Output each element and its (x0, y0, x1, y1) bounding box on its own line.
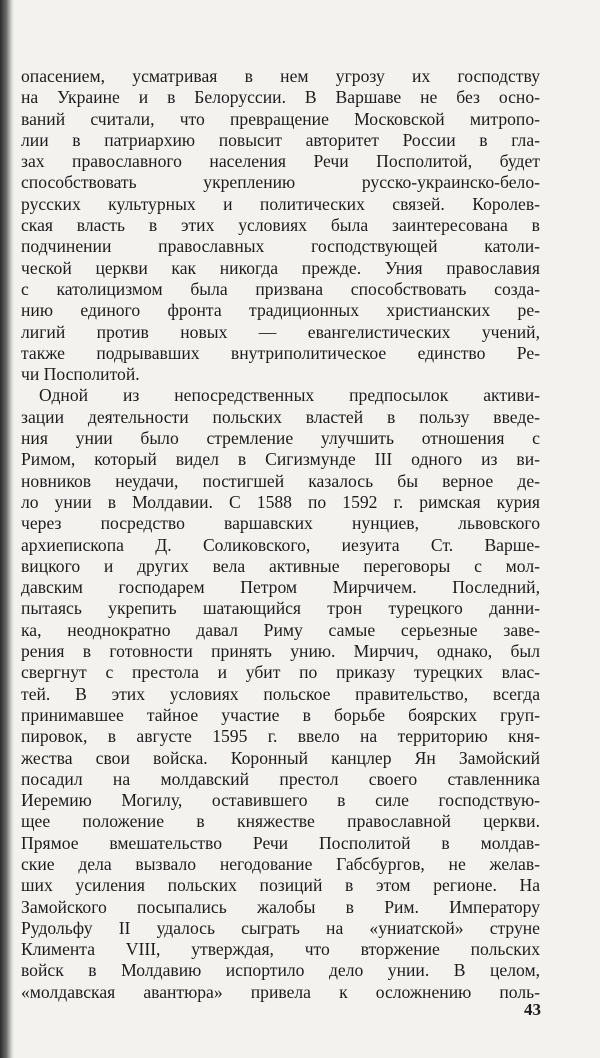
text-line: через посредство варшавских нунциев, львовского (21, 513, 540, 534)
text-line: ших усиления польских позиций в этом регионе. На (21, 875, 540, 896)
text-line: зах православного населения Речи Посполитой, будет (21, 151, 540, 172)
text-line: ская власть в этих условиях была заинтересована в (21, 215, 540, 236)
text-line: пировок, в августе 1595 г. ввело на территорию кня- (21, 726, 540, 747)
text-line: «молдавская авантюра» привела к осложнению поль- (21, 981, 540, 1002)
text-line: способствовать укреплению русско-украинско-бело- (21, 172, 540, 193)
text-line: войск в Молдавию испортило дело унии. В целом, (21, 960, 540, 981)
text-line: свергнут с престола и убит по приказу турецких влас- (21, 662, 540, 683)
text-line: Прямое вмешательство Речи Посполитой в молдав- (21, 832, 540, 853)
binding-shadow (0, 0, 14, 1058)
text-line: рения в готовности принять унию. Мирчич, однако, был (21, 641, 540, 662)
text-line: ческой церкви как никогда прежде. Уния православия (21, 257, 540, 278)
text-line: ваний считали, что превращение Московской митропо- (21, 108, 540, 129)
text-line: также подрывавших внутриполитическое единство Ре- (21, 342, 540, 363)
text-line: на Украине и в Белоруссии. В Варшаве не без осно- (21, 87, 540, 108)
body-text (21, 66, 540, 1003)
text-line: жества свои войска. Коронный канцлер Ян Замойский (21, 747, 540, 768)
text-line: пытаясь укрепить шатающийся трон турецкого данни- (21, 598, 540, 619)
text-line: щее положение в княжестве православной церкви. (21, 811, 540, 832)
text-line: подчинении православных господствующей католи- (21, 236, 540, 257)
text-line: лигий против новых — евангелистических учений, (21, 321, 540, 342)
text-line: архиепископа Д. Соликовского, иезуита Ст. Варше- (21, 534, 540, 555)
text-line: Римом, который видел в Сигизмунде III одного из ви- (21, 449, 540, 470)
text-line: русских культурных и политических связей. Королев- (21, 193, 540, 214)
text-line: опасением, усматривая в нем угрозу их господству (21, 66, 540, 86)
text-line: ло унии в Молдавии. С 1588 по 1592 г. римская курия (21, 491, 540, 512)
text-line: с католицизмом была призвана способствовать созда- (21, 278, 540, 299)
text-line: чи Посполитой. (21, 364, 140, 385)
text-line: ка, неоднократно давал Риму самые серьезные заве- (21, 619, 540, 640)
text-line: принимавшее тайное участие в борьбе боярских груп- (21, 704, 540, 725)
text-line: тей. В этих условиях польское правительство, всегда (21, 683, 540, 704)
page-number: 43 (524, 1000, 541, 1019)
text-line: Рудольфу II удалось сыграть на «униатской» струне (21, 917, 540, 938)
text-line: нию единого фронта традиционных христианских ре- (21, 300, 540, 321)
paragraph-start-line: Одной из непосредственных предпосылок активи- (39, 385, 540, 406)
text-line: Замойского посыпались жалобы в Рим. Императору (21, 896, 540, 917)
text-line: давским господарем Петром Мирчичем. Последний, (21, 577, 540, 598)
text-line: Климента VIII, утверждая, что вторжение польских (21, 939, 540, 960)
text-line: Иеремию Могилу, оставившего в силе господствую- (21, 790, 540, 811)
text-line: ские дела вызвало негодование Габсбургов, не желав- (21, 853, 540, 874)
text-line: посадил на молдавский престол своего ставленника (21, 768, 540, 789)
text-line: ния унии было стремление улучшить отношения с (21, 428, 540, 449)
text-line: вицкого и других вела активные переговоры с мол- (21, 555, 540, 576)
text-line: новников неудачи, постигшей казалось бы верное де- (21, 470, 540, 491)
text-line: лии в патриархию повысит авторитет России в гла- (21, 129, 540, 150)
text-line: зации деятельности польских властей в пользу введе- (21, 406, 540, 427)
